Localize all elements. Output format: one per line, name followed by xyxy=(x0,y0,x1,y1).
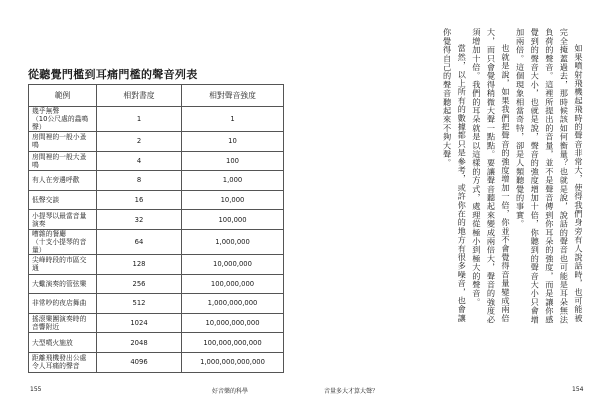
header-relative-intensity: 相對聲音強度 xyxy=(182,85,284,107)
cell-relative-intensity: 1,000 xyxy=(182,171,284,191)
cell-example: 幾乎無聲 （10公尺處的蟲鳴聲） xyxy=(29,107,97,132)
right-page-number: 154 xyxy=(572,386,584,393)
paragraph: 如果噴射飛機起飛時的聲音非常大，使得我們身旁有人說話時，也可能被完全掩蓋過去，那時候該如何衡量？也就是說，說話的聲音也可能是耳朵無法負荷的聲音。這裡所提出的音量，並不是聲音傳到你耳朵的強度，而是讓你感覺到的聲音大小，也就是說，聲音的強度增加十倍，你聽到的聲音大小只會增加兩倍。這個現象相當奇特，卻是人類聽覺的事實。 xyxy=(515,28,584,324)
cell-relative-intensity: 100,000,000 xyxy=(182,274,284,294)
table-row xyxy=(29,274,284,294)
cell-relative-intensity: 100,000,000,000 xyxy=(182,333,284,353)
cell-relative-loudness: 512 xyxy=(97,294,182,314)
table-row xyxy=(29,229,284,254)
cell-relative-intensity: 1 xyxy=(182,107,284,132)
paragraph: 當然，以上所有的數據都只是參考，或許你在的地方有很多噪音，也會讓你覺得自己的聲音聽起來不夠大聲。 xyxy=(442,28,468,323)
table-row xyxy=(29,190,284,210)
cell-example: 非常吵的夜店舞曲 xyxy=(29,294,97,314)
cell-example: 距離飛機發出公處令人耳痛的聲音 xyxy=(29,352,97,372)
cell-relative-loudness: 8 xyxy=(97,171,182,191)
table-row xyxy=(29,254,284,274)
cell-relative-intensity: 1,000,000 xyxy=(182,229,284,254)
cell-relative-intensity: 1,000,000,000,000 xyxy=(182,352,284,372)
cell-relative-loudness: 4096 xyxy=(97,352,182,372)
cell-example: 房間裡的一般小蚤鳴 xyxy=(29,132,97,152)
left-page-number: 155 xyxy=(30,386,42,393)
cell-relative-loudness: 64 xyxy=(97,229,182,254)
cell-example: 有人在旁邊呼歡 xyxy=(29,171,97,191)
table-row xyxy=(29,313,284,333)
cell-example: 尖峰時段的市區交通 xyxy=(29,254,97,274)
cell-relative-intensity: 10,000,000,000 xyxy=(182,313,284,333)
table-body xyxy=(29,107,284,373)
cell-relative-loudness: 2 xyxy=(97,132,182,152)
table-row xyxy=(29,352,284,372)
cell-example: 低聲交談 xyxy=(29,190,97,210)
table-header-row xyxy=(29,85,284,107)
cell-example: 大型噴火施放 xyxy=(29,333,97,353)
cell-relative-loudness: 256 xyxy=(97,274,182,294)
header-example: 範例 xyxy=(29,85,97,107)
cell-example: 房間裡的一般大蚤鳴 xyxy=(29,151,97,171)
table-row xyxy=(29,294,284,314)
cell-example: 搖滾樂團演奏時的音響附近 xyxy=(29,313,97,333)
vertical-body-text xyxy=(328,28,586,328)
table-row xyxy=(29,171,284,191)
chapter-title-footer: 音量多大才算大聲？ xyxy=(324,388,379,395)
cell-relative-loudness: 16 xyxy=(97,190,182,210)
cell-relative-intensity: 1,000,000,000 xyxy=(182,294,284,314)
sound-level-table-container xyxy=(28,84,283,373)
cell-relative-intensity: 10,000 xyxy=(182,190,284,210)
table-row xyxy=(29,107,284,132)
table-row xyxy=(29,333,284,353)
book-title-footer: 好音樂的科學 xyxy=(212,388,249,395)
right-page xyxy=(300,0,600,420)
cell-example: 小提琴以最當音量演奏 xyxy=(29,210,97,230)
table-row xyxy=(29,132,284,152)
cell-relative-intensity: 100,000 xyxy=(182,210,284,230)
cell-relative-loudness: 1 xyxy=(97,107,182,132)
cell-relative-intensity: 100 xyxy=(182,151,284,171)
cell-relative-loudness: 4 xyxy=(97,151,182,171)
cell-relative-loudness: 1024 xyxy=(97,313,182,333)
table-row xyxy=(29,151,284,171)
cell-relative-loudness: 2048 xyxy=(97,333,182,353)
cell-example: 大蠍演奏的管弦樂 xyxy=(29,274,97,294)
sound-level-table xyxy=(28,84,284,373)
table-row xyxy=(29,210,284,230)
header-relative-loudness: 相對書度 xyxy=(97,85,182,107)
paragraph: 也就是說，如果我們把聲音的強度增加一倍，你並不會覺得音量變成兩倍大，而只會覺得稍微大聲一點點。要讓聲音聽起來變成兩倍大，聲音的強度必須增加十倍。我們的耳朵就是以這樣的方式，處理從極小到極大的聲音。 xyxy=(471,28,512,324)
table-title: 從聽覺門檻到耳痛門檻的聲音列表 xyxy=(28,68,198,81)
cell-relative-loudness: 128 xyxy=(97,254,182,274)
cell-relative-intensity: 10,000,000 xyxy=(182,254,284,274)
cell-relative-loudness: 32 xyxy=(97,210,182,230)
cell-relative-intensity: 10 xyxy=(182,132,284,152)
cell-example: 嘈雜的餐廳 （十支小提琴的音量） xyxy=(29,229,97,254)
